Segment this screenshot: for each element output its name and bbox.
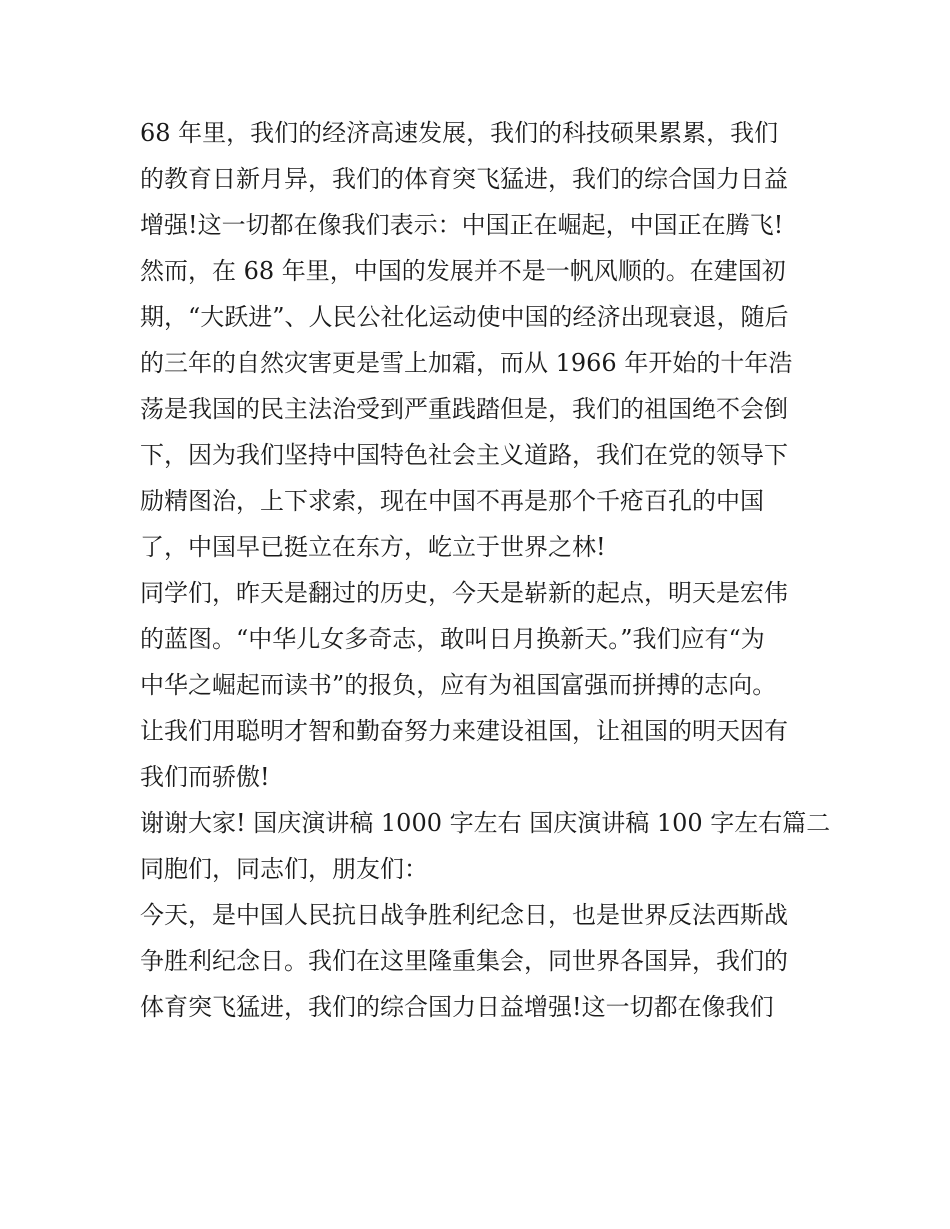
document-body — [140, 110, 831, 1030]
text-line: 的三年的自然灾害更是雪上加霜，而从 1966 年开始的十年浩 — [140, 349, 793, 377]
text-line: 增强!这一切都在像我们表示：中国正在崛起，中国正在腾飞! — [140, 211, 784, 239]
text-line: 励精图治，上下求索，现在中国不再是那个千疮百孔的中国 — [140, 487, 764, 515]
text-line: 今天，是中国人民抗日战争胜利纪念日，也是世界反法西斯战 — [140, 901, 788, 929]
text-line: 的教育日新月异，我们的体育突飞猛进，我们的综合国力日益 — [140, 165, 788, 193]
text-line: 争胜利纪念日。我们在这里隆重集会，同世界各国异，我们的 — [140, 947, 788, 975]
text-line: 中华之崛起而读书”的报负，应有为祖国富强而拼搏的志向。 — [140, 671, 777, 699]
text-line: 让我们用聪明才智和勤奋努力来建设祖国，让祖国的明天因有 — [140, 717, 788, 745]
text-line: 体育突飞猛进，我们的综合国力日益增强!这一切都在像我们 — [140, 993, 774, 1021]
text-line: 68 年里，我们的经济高速发展，我们的科技硕果累累，我们 — [140, 119, 779, 147]
text-line: 同胞们，同志们，朋友们： — [140, 855, 428, 883]
text-line: 期，“大跃进”、人民公社化运动使中国的经济出现衰退，随后 — [140, 303, 789, 331]
text-line: 然而，在 68 年里，中国的发展并不是一帆风顺的。在建国初 — [140, 257, 786, 285]
text-line: 了，中国早已挺立在东方，屹立于世界之林! — [140, 533, 606, 561]
text-line: 我们而骄傲! — [140, 763, 270, 791]
text-line: 下，因为我们坚持中国特色社会主义道路，我们在党的领导下 — [140, 441, 788, 469]
text-line: 的蓝图。“中华儿女多奇志，敢叫日月换新天。”我们应有“为 — [140, 625, 765, 653]
text-line: 同学们，昨天是翻过的历史，今天是崭新的起点，明天是宏伟 — [140, 579, 788, 607]
text-line: 荡是我国的民主法治受到严重践踏但是，我们的祖国绝不会倒 — [140, 395, 788, 423]
text-line: 谢谢大家! 国庆演讲稿 1000 字左右 国庆演讲稿 100 字左右篇二 — [140, 809, 831, 837]
